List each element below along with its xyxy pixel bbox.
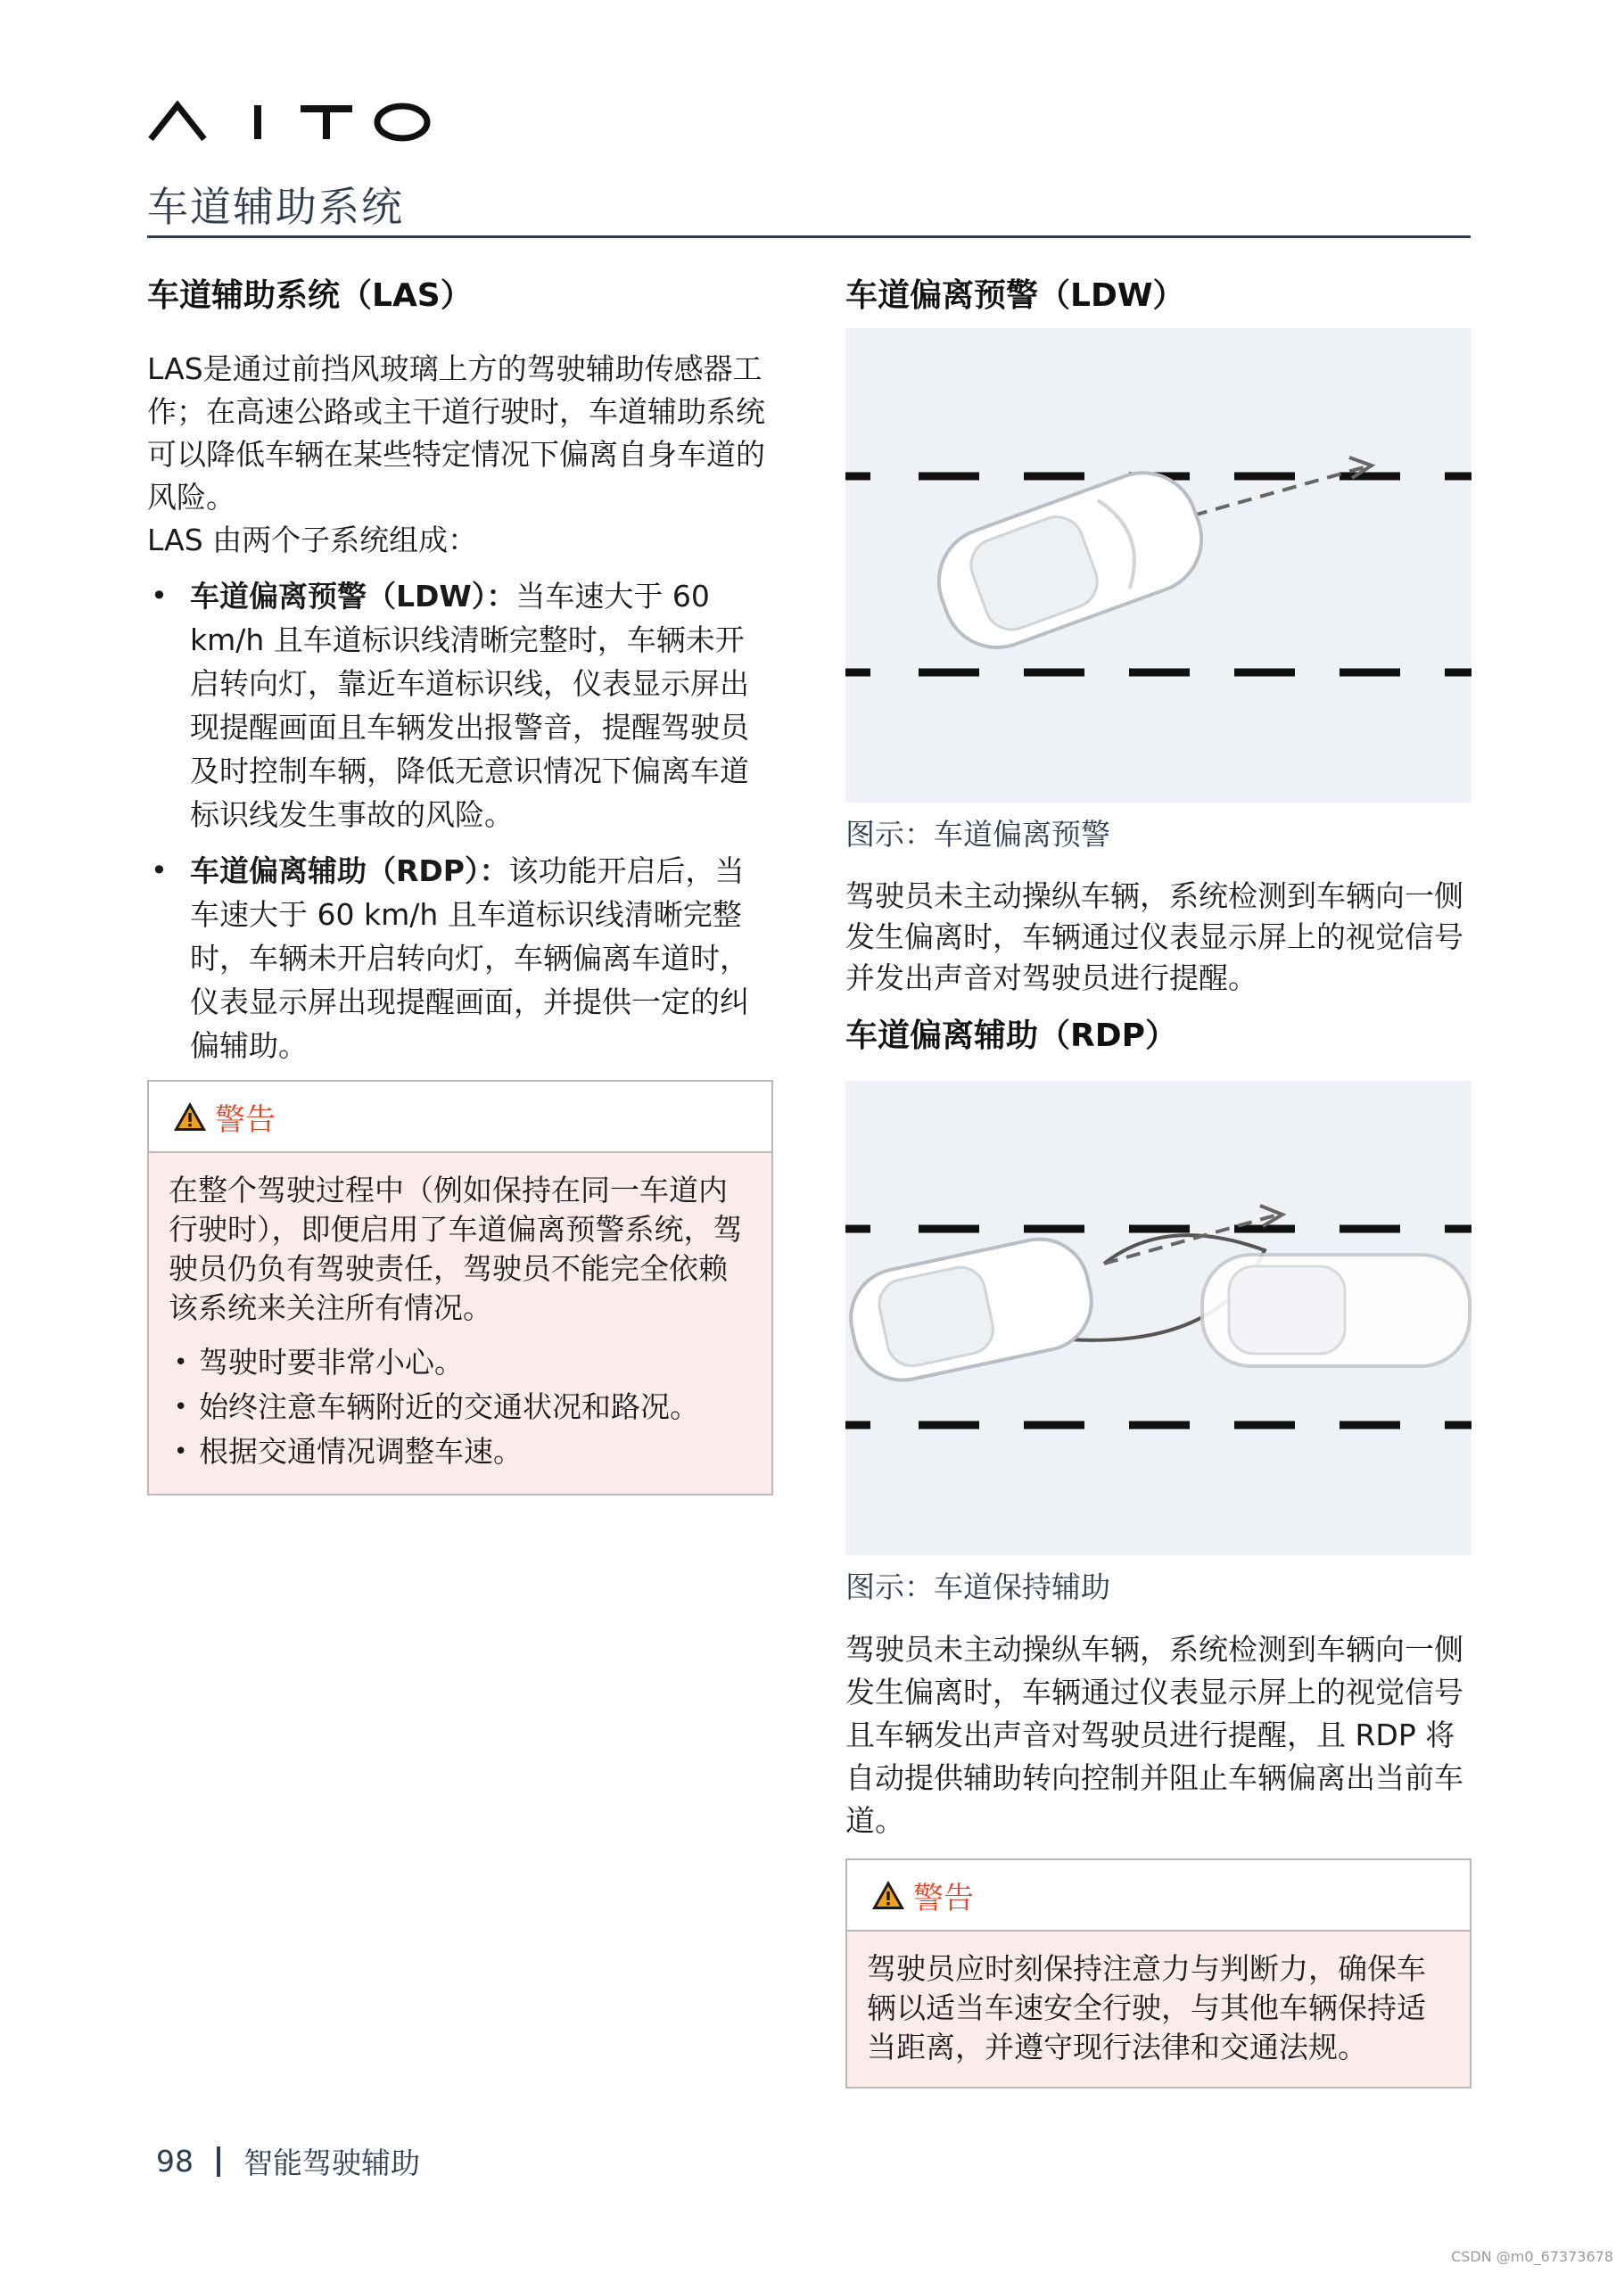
car-icon: [845, 1230, 1101, 1388]
warning-title: 警告: [215, 1101, 276, 1138]
left-column: [147, 268, 773, 1495]
rdp-term: 车道偏离辅助（RDP）：: [190, 853, 509, 888]
ldw-text: 驾驶员未主动操纵车辆，系统检测到车辆向一侧发生偏离时，车辆通过仪表显示屏上的视觉信号并发出声音对驾驶员进行提醒。: [845, 878, 1463, 995]
header-divider: [147, 235, 1471, 238]
rdp-illustration: [845, 1081, 1471, 1555]
warning-triangle-icon: [172, 1100, 208, 1133]
right-column: [845, 268, 1471, 2089]
subsystem-list: [147, 574, 773, 1067]
rdp-text: 驾驶员未主动操纵车辆，系统检测到车辆向一侧发生偏离时，车辆通过仪表显示屏上的视觉信号且车辆发出声音对驾驶员进行提醒，且 RDP 将自动提供辅助转向控制并阻止车辆偏离出当前车道。: [845, 1632, 1463, 1838]
las-heading: 车道辅助系统（LAS）: [147, 277, 473, 314]
ldw-description: 当车速大于 60 km/h 且车道标识线清晰完整时，车辆未开启转向灯，靠近车道标识线，仪表显示屏出现提醒画面且车辆发出报警音，提醒驾驶员及时控制车辆，降低无意识情况下偏离车道标识线发生事故的风险。: [190, 579, 749, 832]
ldw-illustration: [845, 328, 1471, 803]
ldw-term: 车道偏离预警（LDW）：: [190, 579, 516, 614]
las-composition: LAS 由两个子系统组成：: [147, 523, 478, 557]
footer-divider: [217, 2146, 220, 2177]
car-icon: [1202, 1255, 1470, 1366]
warning-box: [845, 1858, 1471, 2089]
list-item: [147, 849, 773, 1067]
warning-triangle-icon: [870, 1879, 906, 1911]
rdp-figure: [845, 1081, 1471, 1555]
list-item: [147, 574, 773, 836]
ldw-heading: 车道偏离预警（LDW）: [845, 277, 1185, 314]
car-icon: [924, 457, 1216, 662]
warning-body: [149, 1153, 771, 1494]
warning-header: [149, 1082, 771, 1153]
ldw-figure: [845, 328, 1471, 803]
rdp-caption: 图示：车道保持辅助: [845, 1570, 1110, 1604]
warning-body: [847, 1932, 1470, 2087]
warning-bullet: • 驾驶时要非常小心。: [169, 1340, 752, 1385]
chapter-name: 智能驾驶辅助: [243, 2146, 420, 2180]
rdp-heading: 车道偏离辅助（RDP）: [845, 1018, 1177, 1054]
ldw-caption: 图示：车道偏离预警: [845, 817, 1110, 852]
warning-text: 驾驶员应时刻保持注意力与判断力，确保车辆以适当车速安全行驶，与其他车辆保持适当距离，并遵守现行法律和交通法规。: [867, 1951, 1426, 2064]
warning-title: 警告: [913, 1880, 974, 1916]
warning-bullet: • 始终注意车辆附近的交通状况和路况。: [169, 1385, 752, 1429]
warning-bullet: • 根据交通情况调整车速。: [169, 1429, 752, 1474]
watermark: CSDN @m0_67373678: [1451, 2248, 1613, 2265]
warning-bullets: [169, 1340, 752, 1474]
page-footer: [156, 2140, 420, 2182]
warning-box: [147, 1080, 773, 1495]
warning-text: 在整个驾驶过程中（例如保持在同一车道内行驶时），即便启用了车道偏离预警系统，驾驶员仍负有驾驶责任，驾驶员不能完全依赖该系统来关注所有情况。: [169, 1173, 743, 1325]
las-intro: LAS是通过前挡风玻璃上方的驾驶辅助传感器工作；在高速公路或主干道行驶时，车道辅助系统可以降低车辆在某些特定情况下偏离自身车道的风险。: [147, 351, 765, 515]
aito-logo: [147, 100, 433, 143]
rdp-description: 该功能开启后，当车速大于 60 km/h 且车道标识线清晰完整时，车辆未开启转向灯，车辆偏离车道时，仪表显示屏出现提醒画面，并提供一定的纠偏辅助。: [190, 853, 749, 1063]
warning-header: [847, 1860, 1470, 1932]
section-title: 车道辅助系统: [147, 183, 404, 231]
page-number: 98: [156, 2144, 194, 2179]
